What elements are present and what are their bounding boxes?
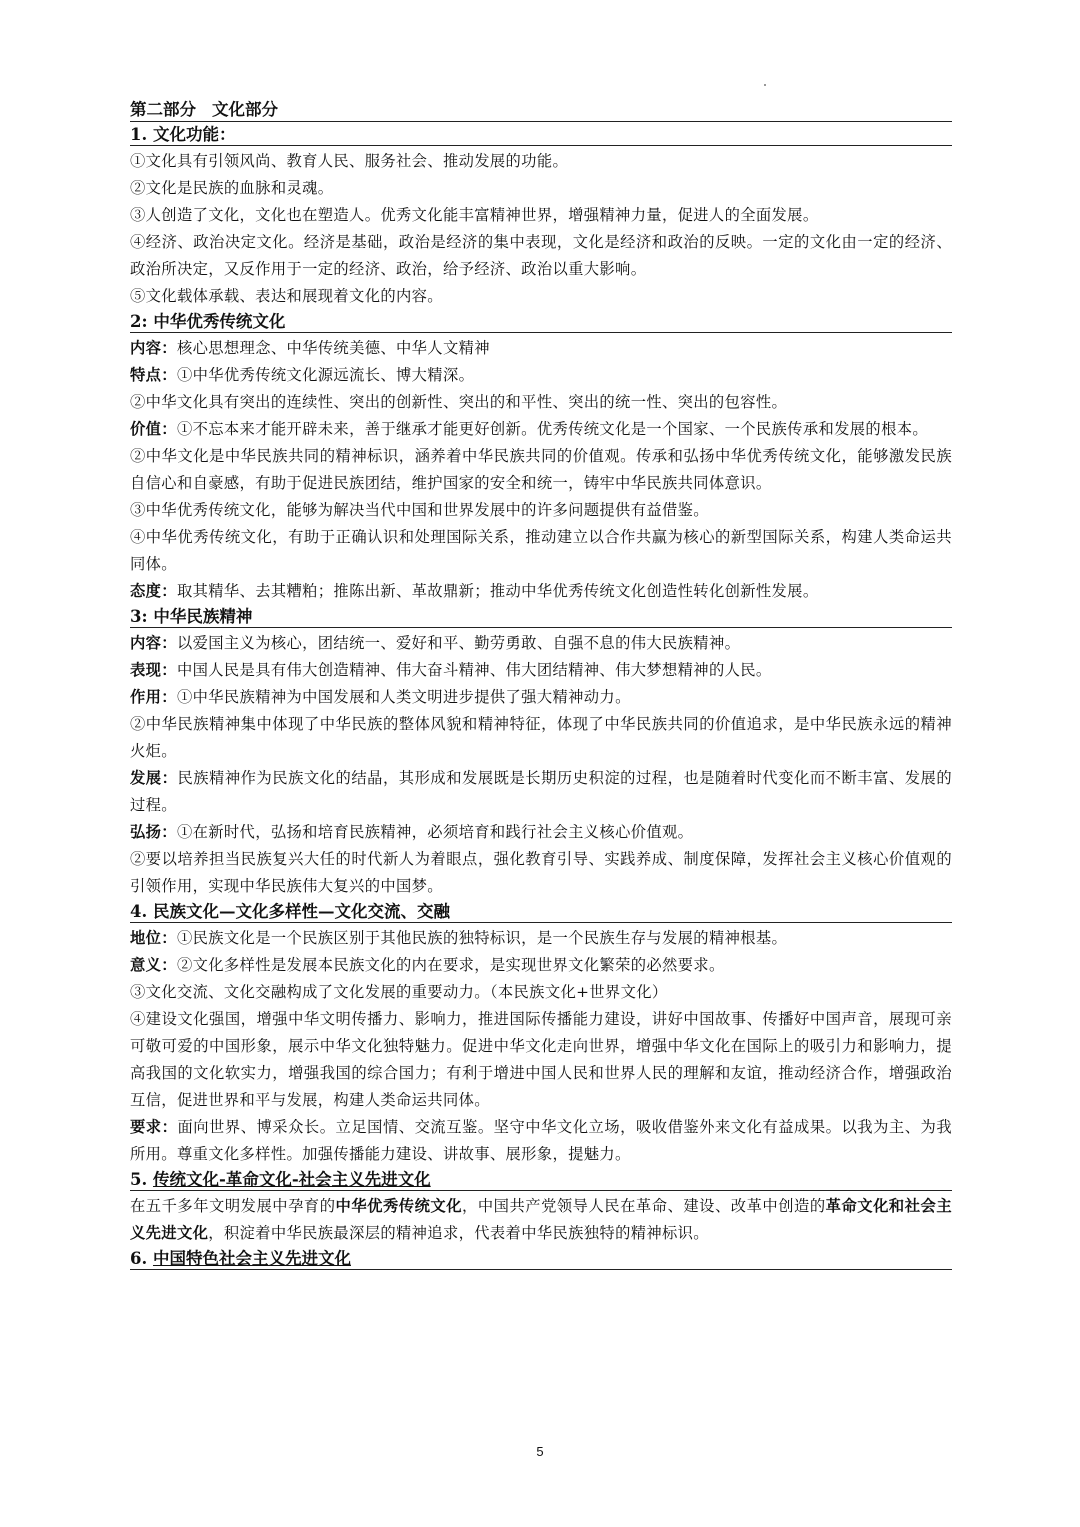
section-6-heading [130,1248,952,1270]
s3-development [130,765,952,819]
page-number: 5 [536,1444,544,1459]
section-4-heading: 4. 民族文化—文化多样性—文化交流、交融 [130,901,952,923]
s1-item-3: ③人创造了文化，文化也在塑造人。优秀文化能丰富精神世界，增强精神力量，促进人的全面发展。 [130,206,819,224]
label-development: 发展： [130,769,178,787]
s3-show [130,657,952,684]
s3-promote-2: ②要以培养担当民族复兴大任的时代新人为着眼点，强化教育引导、实践养成、制度保障，发挥社会主义核心价值观的引领作用，实现中华民族伟大复兴的中国梦。 [130,850,952,895]
section-1-heading: 1. 文化功能： [130,124,952,146]
section-5-heading [130,1169,952,1191]
s2-value-3: ③中华优秀传统文化，能够为解决当代中国和世界发展中的许多问题提供有益借鉴。 [130,501,709,519]
s2-content-text: 核心思想理念、中华传统美德、中华人文精神 [176,339,490,357]
label-show: 表现： [130,661,177,679]
part-title-name: 文化部分 [212,100,278,119]
s1-item-4: ④经济、政治决定文化。经济是基础，政治是经济的集中表现，文化是经济和政治的反映。一定的文化由一定的经济、政治所决定，又反作用于一定的经济、政治，给予经济、政治以重大影响。 [130,233,952,278]
s4-meaning-2 [130,952,952,979]
document-page [130,98,952,1272]
label-feature: 特点： [130,366,177,384]
s4-requirement [130,1114,952,1168]
s4-requirement-text: 面向世界、博采众长。立足国情、交流互鉴。坚守中华文化立场，吸收借鉴外来文化有益成果。以我为主、为我所用。尊重文化多样性。加强传播能力建设、讲故事、展形象，提魅力。 [130,1118,952,1163]
s2-feature-text: ①中华优秀传统文化源远流长、博大精深。 [176,366,475,384]
s5-bold-1: 中华优秀传统文化 [335,1197,463,1215]
label-content: 内容： [130,339,177,357]
s5-bold-2: 革命文化和社会主义先进文化 [130,1197,952,1242]
s4-status-text: ①民族文化是一个民族区别于其他民族的独特标识，是一个民族生存与发展的精神根基。 [176,929,788,947]
s2-value-1-text: ①不忘本来才能开辟未来，善于继承才能更好创新。优秀传统文化是一个国家、一个民族传承和发展的根本。 [176,420,929,438]
s5-paragraph [130,1193,952,1247]
s4-meaning-3: ③文化交流、文化交融构成了文化发展的重要动力。（本民族文化+世界文化） [130,983,668,1001]
label-content: 内容： [130,634,177,652]
section-2-heading: 2: 中华优秀传统文化 [130,311,952,333]
label-meaning: 意义： [130,956,177,974]
s3-role-2: ②中华民族精神集中体现了中华民族的整体风貌和精神特征，体现了中华民族共同的价值追求，是中华民族永远的精神火炬。 [130,715,952,760]
s3-show-text: 中国人民是具有伟大创造精神、伟大奋斗精神、伟大团结精神、伟大梦想精神的人民。 [176,661,772,679]
s3-development-text: 民族精神作为民族文化的结晶，其形成和发展既是长期历史积淀的过程，也是随着时代变化而不断丰富、发展的过程。 [130,769,952,814]
label-status: 地位： [130,929,177,947]
section-3-heading: 3: 中华民族精神 [130,606,952,628]
s4-status [130,925,952,952]
scan-dot [764,84,766,86]
section-6-number: 6. [130,1249,148,1268]
s5-text-3: ，积淀着中华民族最深层的精神追求，代表着中华民族独特的精神标识。 [208,1224,709,1242]
label-role: 作用： [130,688,177,706]
section-5-number: 5. [130,1170,148,1189]
s2-feature [130,362,952,389]
s2-attitude-text: 取其精华、去其糟粕；推陈出新、革故鼎新；推动中华优秀传统文化创造性转化创新性发展。 [176,582,819,600]
s2-feature-2: ②中华文化具有突出的连续性、突出的创新性、突出的和平性、突出的统一性、突出的包容性。 [130,393,788,411]
label-requirement: 要求： [130,1118,178,1136]
s3-role-1-text: ①中华民族精神为中国发展和人类文明进步提供了强大精神动力。 [176,688,631,706]
part-title [130,98,952,122]
s1-item-5: ⑤文化载体承载、表达和展现着文化的内容。 [130,287,443,305]
label-value: 价值： [130,420,177,438]
s3-content-text: 以爱国主义为核心，团结统一、爱好和平、勤劳勇敢、自强不息的伟大民族精神。 [176,634,741,652]
s2-attitude [130,578,952,605]
s3-promote-1-text: ①在新时代，弘扬和培育民族精神，必须培育和践行社会主义核心价值观。 [176,823,694,841]
s1-item-2: ②文化是民族的血脉和灵魂。 [130,179,334,197]
s2-content [130,335,952,362]
s5-text-1: 在五千多年文明发展中孕育的 [130,1197,336,1215]
s3-content [130,630,952,657]
label-attitude: 态度： [130,582,177,600]
s5-text-2: ，中国共产党领导人民在革命、建设、改革中创造的 [462,1197,826,1215]
section-6-title: 中国特色社会主义先进文化 [152,1249,351,1268]
s4-meaning-2-text: ②文化多样性是发展本民族文化的内在要求，是实现世界文化繁荣的必然要求。 [176,956,725,974]
s2-value-2: ②中华文化是中华民族共同的精神标识，涵养着中华民族共同的价值观。传承和弘扬中华优秀传统文化，能够激发民族自信心和自豪感，有助于促进民族团结，维护国家的安全和统一，铸牢中华民族共同体意识。 [130,447,952,492]
s3-role-1 [130,684,952,711]
s3-promote-1 [130,819,952,846]
section-5-title: 传统文化-革命文化-社会主义先进文化 [152,1170,431,1189]
s1-item-1: ①文化具有引领风尚、教育人民、服务社会、推动发展的功能。 [130,152,569,170]
s2-value-1 [130,416,952,443]
s4-meaning-4: ④建设文化强国，增强中华文明传播力、影响力，推进国际传播能力建设，讲好中国故事、传播好中国声音，展现可亲可敬可爱的中国形象，展示中华文化独特魅力。促进中华文化走向世界，增强中华文化在国际上的吸引力和影响力，提高我国的文化软实力，增强我国的综合国力；有利于增进中国人民和世界人民的理解和友谊，推动经济合作，增强政治互信，促进世界和平与发展，构建人类命运共同体。 [130,1010,952,1109]
part-title-number: 第二部分 [130,100,196,119]
s2-value-4: ④中华优秀传统文化，有助于正确认识和处理国际关系，推动建立以合作共赢为核心的新型国际关系，构建人类命运共同体。 [130,528,952,573]
label-promote: 弘扬： [130,823,177,841]
